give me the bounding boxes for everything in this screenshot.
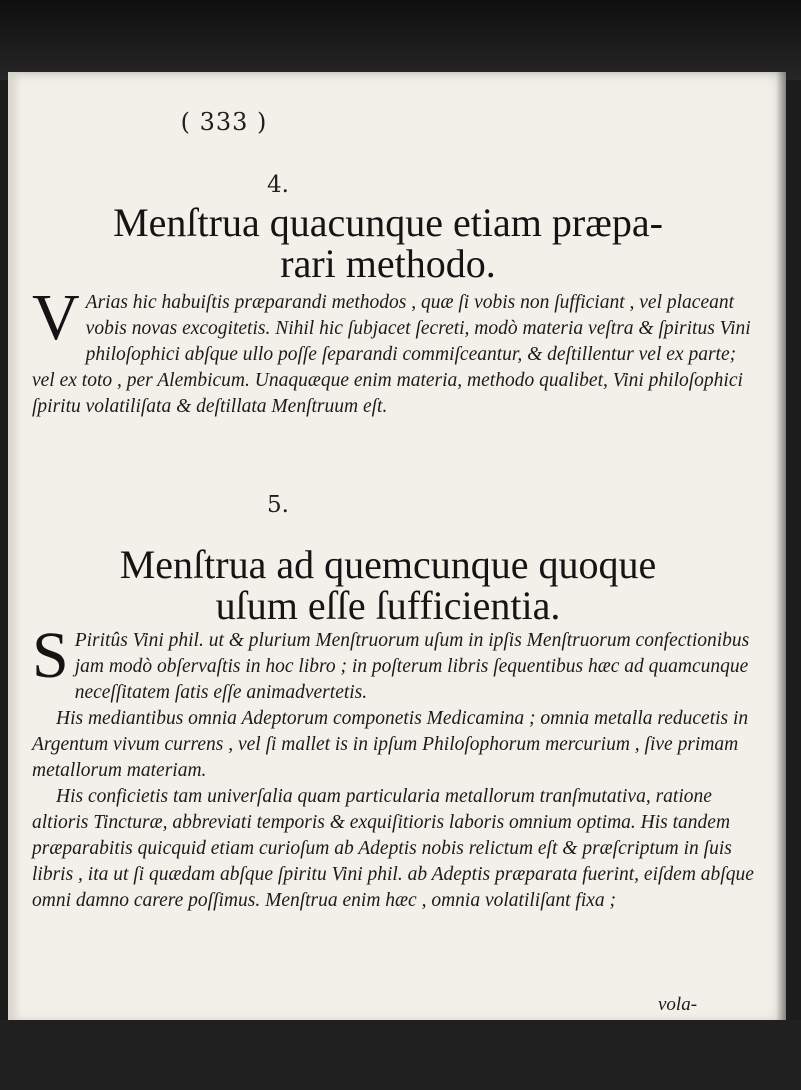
page-edge-shadow [776,72,786,1024]
heading-line: Menſtrua ad quemcunque quoque [119,542,657,587]
section-heading [28,544,748,626]
heading-line: Menſtrua quacunque etiam præpa- [113,200,663,245]
book-page [8,72,786,1024]
paragraph: His mediantibus omnia Adeptorum componetis Medicamina ; omnia metalla reducetis in Argentum vivum currens , vel ſi mallet is in ipſum Philoſophorum mercurium , ſive primam metallorum materiam. [32,708,749,781]
heading-line: uſum eſſe ſufficientia. [215,583,561,628]
catchword: vola- [658,994,698,1015]
section-number: 4. [267,172,289,198]
section-body [32,619,754,914]
scan-background-top [0,0,801,80]
drop-cap: S [32,619,69,692]
section-heading [28,202,748,284]
page-gutter-shadow [8,72,22,1024]
paragraph: His conficietis tam univerſalia quam particularia metallorum tranſmutativa, ratione altioris Tincturæ, abbreviati temporis & exquiſitioris laboris omnium optima. His tandem præparabitis quicquid etiam curioſum ab Adeptis nobis relictum eſt & præſcriptum in ſuis libris , ita ut ſi quædam abſque ſpiritu Vini phil. ab Adeptis præparata fuerint, eiſdem abſque omni damno carere poſſimus. Menſtrua enim hæc , omnia volatiliſant fixa ; [32,786,754,911]
scan-background-bottom [0,1020,801,1090]
paragraph: Piritûs Vini phil. ut & plurium Menſtruorum uſum in ipſis Menſtruorum confectionibus jam modò obſervaſtis in hoc libro ; in poſterum libris ſequentibus hæc ad quamcunque neceſſitatem ſatis eſſe animadvertetis. [74,630,750,703]
section-body [32,281,754,420]
heading-line: rari methodo. [280,241,496,286]
drop-cap: V [32,281,80,354]
page-number: ( 333 ) [180,108,268,136]
section-number: 5. [267,492,289,518]
paragraph: Arias hic habuiſtis præparandi methodos , quæ ſi vobis non ſufficiant , vel placeant vobis novas excogitetis. Nihil hic ſubjacet ſecreti, modò materia veſtra & ſpiritus Vini philoſophici abſque ullo poſſe ſeparandi commiſceantur, & deſtillentur vel ex parte; vel ex toto , per Alembicum. Unaquæque enim materia, methodo qualibet, Vini philoſophici ſpiritu volatiliſata & deſtillata Menſtruum eſt. [32,292,751,417]
